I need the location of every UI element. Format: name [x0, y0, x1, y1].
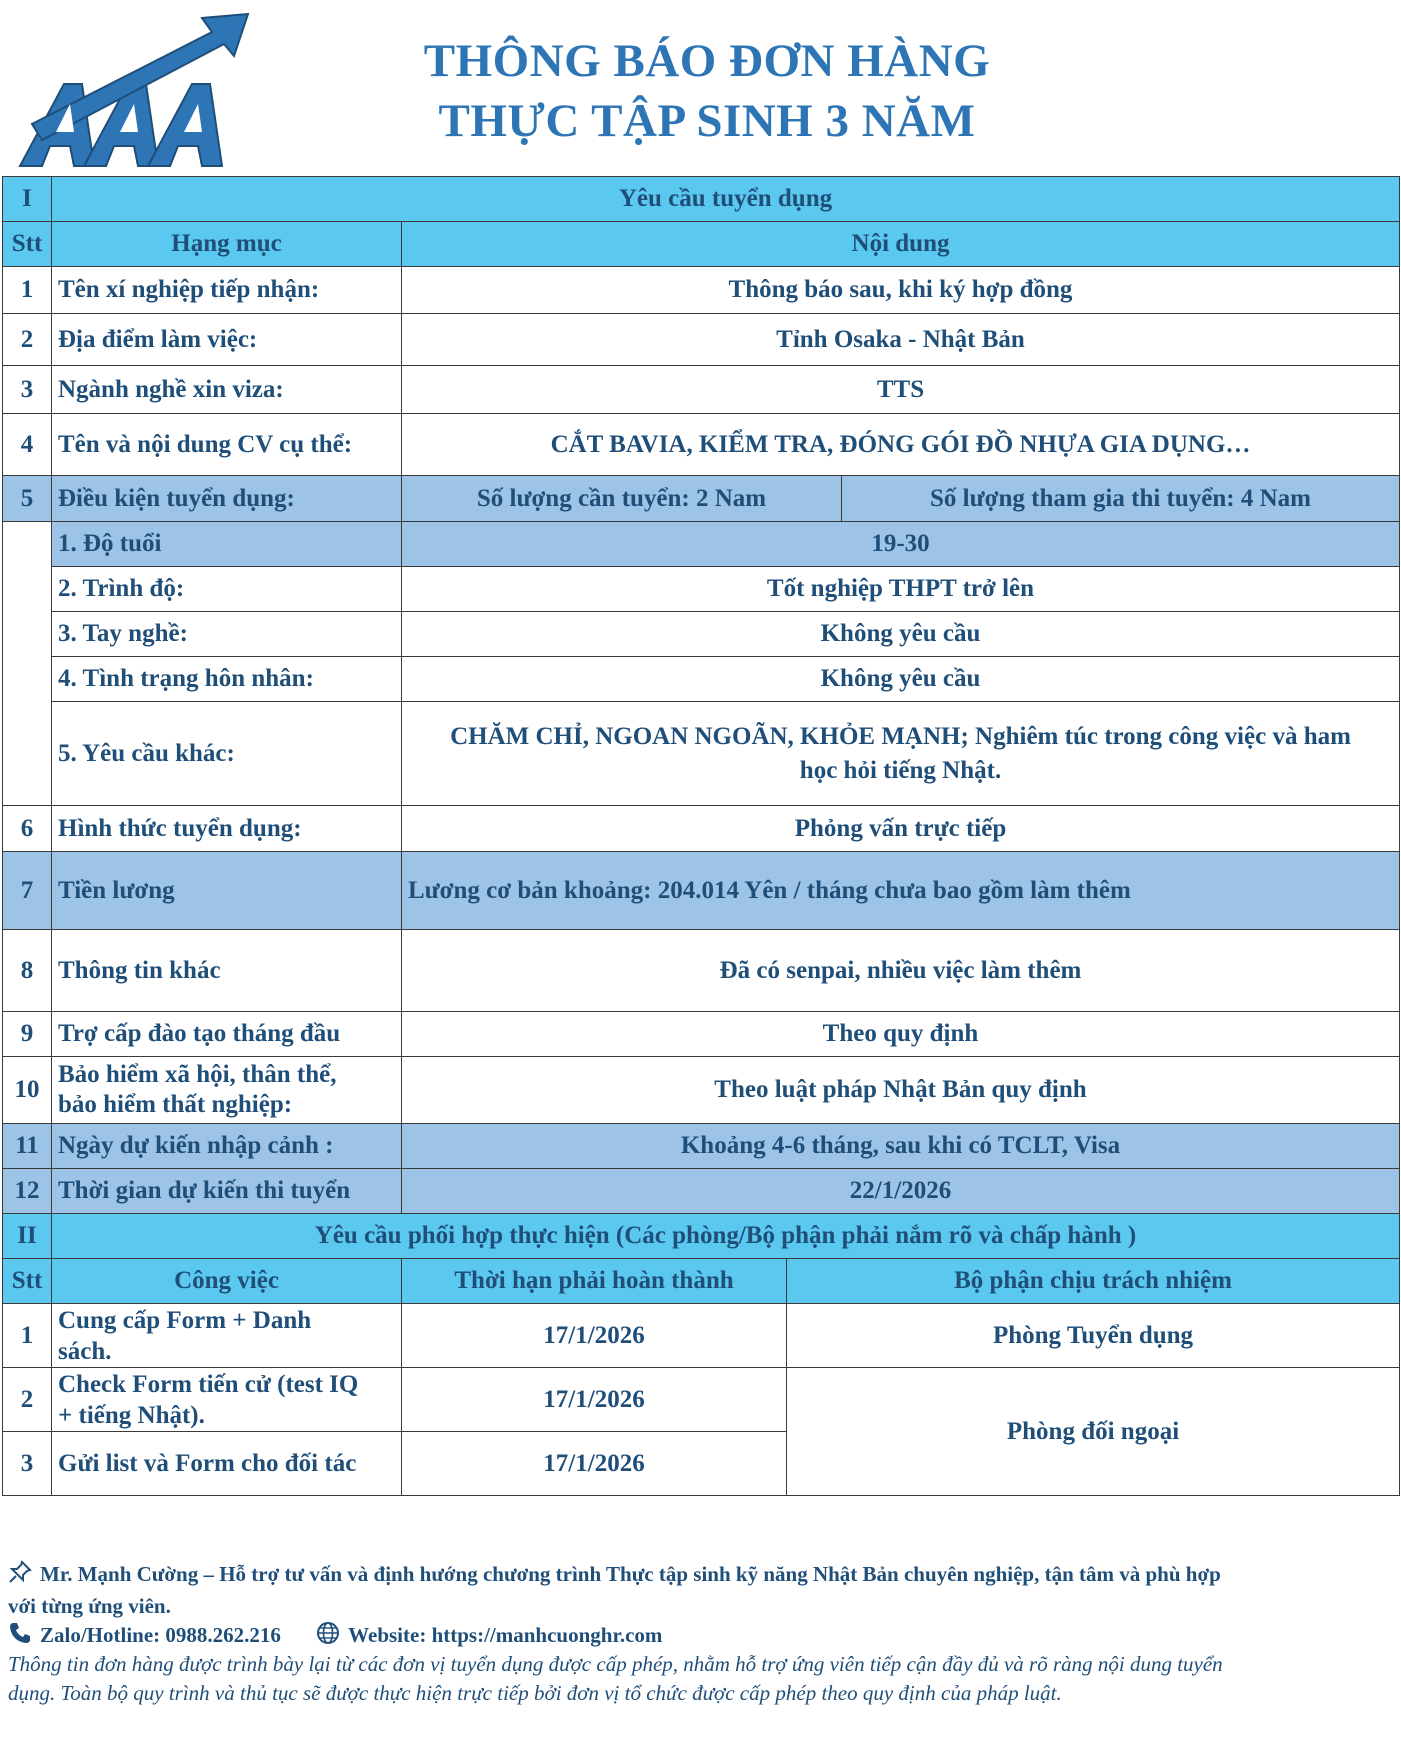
document-page — [2, 0, 1399, 1740]
condition-row — [3, 567, 1400, 612]
contact-line2: với từng ứng viên. — [8, 1594, 171, 1619]
row-number: 2 — [3, 314, 52, 366]
row-label: Tên và nội dung CV cụ thể: — [52, 414, 402, 476]
exam-participant-count: Số lượng tham gia thi tuyển: 4 Nam — [842, 476, 1400, 522]
col-deadline-header: Thời hạn phải hoàn thành — [402, 1259, 787, 1304]
section2-header-row — [3, 1214, 1400, 1259]
row-number: 1 — [3, 1304, 52, 1368]
note-line1: Thông tin đơn hàng được trình bày lại từ các đơn vị tuyển dụng được cấp phép, nhằm hỗ trợ ứng viên tiếp cận đầy đủ và rõ ràng nội dung tuyển — [8, 1652, 1223, 1676]
table-row — [3, 1124, 1400, 1169]
task-line1: Check Form tiến cử (test IQ — [58, 1370, 359, 1398]
row-label — [52, 1057, 402, 1124]
condition-value: 19-30 — [402, 522, 1400, 567]
table-row — [3, 806, 1400, 852]
row-number: 3 — [3, 366, 52, 414]
row-value: Tỉnh Osaka - Nhật Bản — [402, 314, 1400, 366]
table-row — [3, 930, 1400, 1012]
recruitment-condition-row — [3, 476, 1400, 522]
table-row — [3, 267, 1400, 314]
row-label: Tiền lương — [52, 852, 402, 930]
table-row — [3, 1057, 1400, 1124]
contact-line1: Mr. Mạnh Cường – Hỗ trợ tư vấn và định hướng chương trình Thực tập sinh kỹ năng Nhật Bản chuyên nghiệp, tận tâm và phù hợp — [40, 1562, 1221, 1586]
contact-links — [8, 1621, 1393, 1653]
row-number: 8 — [3, 930, 52, 1012]
condition-value — [402, 702, 1400, 806]
row-number: 7 — [3, 852, 52, 930]
table-row — [3, 1012, 1400, 1057]
section1-number: I — [3, 177, 52, 222]
order-table — [2, 176, 1400, 1496]
row-value: Đã có senpai, nhiều việc làm thêm — [402, 930, 1400, 1012]
row-label: Điều kiện tuyển dụng: — [52, 476, 402, 522]
row-value: Theo quy định — [402, 1012, 1400, 1057]
row-label: Địa điểm làm việc: — [52, 314, 402, 366]
condition-row — [3, 522, 1400, 567]
row-number: 4 — [3, 414, 52, 476]
row-label: Ngành nghề xin viza: — [52, 366, 402, 414]
task-line2: sách. — [58, 1337, 112, 1365]
task-deadline: 17/1/2026 — [402, 1432, 787, 1496]
row-value: TTS — [402, 366, 1400, 414]
condition-value: Không yêu cầu — [402, 612, 1400, 657]
recruit-quota: Số lượng cần tuyển: 2 Nam — [402, 476, 842, 522]
section1-title: Yêu cầu tuyển dụng — [52, 177, 1400, 222]
hotline-text: Zalo/Hotline: 0988.262.216 — [40, 1623, 281, 1647]
row-number: 1 — [3, 267, 52, 314]
task-department: Phòng Tuyển dụng — [787, 1304, 1400, 1368]
other-requirements-line2: học hỏi tiếng Nhật. — [799, 756, 1002, 784]
other-requirements-line1: CHĂM CHỈ, NGOAN NGOÃN, KHỎE MẠNH; Nghiêm túc trong công việc và ham — [450, 722, 1351, 750]
row-number: 5 — [3, 476, 52, 522]
section2-title: Yêu cầu phối hợp thực hiện (Các phòng/Bộ phận phải nắm rõ và chấp hành ) — [52, 1214, 1400, 1259]
row-label: Hình thức tuyển dụng: — [52, 806, 402, 852]
contact-info — [8, 1560, 1393, 1621]
col-stt-header: Stt — [3, 1259, 52, 1304]
insurance-label-line2: bảo hiểm thất nghiệp: — [58, 1091, 293, 1118]
website-link[interactable]: Website: https://manhcuonghr.com — [348, 1623, 663, 1647]
condition-label: 2. Trình độ: — [52, 567, 402, 612]
insurance-label-line1: Bảo hiểm xã hội, thân thể, — [58, 1061, 337, 1088]
condition-value: Không yêu cầu — [402, 657, 1400, 702]
row-label: Thời gian dự kiến thi tuyển — [52, 1169, 402, 1214]
footer — [2, 1500, 1399, 1740]
task-row — [3, 1368, 1400, 1432]
condition-row — [3, 657, 1400, 702]
row-number: 3 — [3, 1432, 52, 1496]
row-label: Tên xí nghiệp tiếp nhận: — [52, 267, 402, 314]
task-deadline: 17/1/2026 — [402, 1304, 787, 1368]
globe-icon — [316, 1621, 340, 1653]
task-line2: + tiếng Nhật). — [58, 1401, 205, 1429]
row-value: Phỏng vấn trực tiếp — [402, 806, 1400, 852]
task-label — [52, 1304, 402, 1368]
disclaimer-note — [8, 1650, 1393, 1708]
col-stt-header: Stt — [3, 222, 52, 267]
task-line1: Cung cấp Form + Danh — [58, 1306, 312, 1334]
section1-header-row — [3, 177, 1400, 222]
row-label: Trợ cấp đào tạo tháng đầu — [52, 1012, 402, 1057]
condition-label: 4. Tình trạng hôn nhân: — [52, 657, 402, 702]
salary-row — [3, 852, 1400, 930]
table-row — [3, 1169, 1400, 1214]
table-row — [3, 314, 1400, 366]
row-number: 10 — [3, 1057, 52, 1124]
salary-value: Lương cơ bản khoảng: 204.014 Yên / tháng chưa bao gồm làm thêm — [402, 852, 1400, 930]
row-label: Thông tin khác — [52, 930, 402, 1012]
row-value: Theo luật pháp Nhật Bản quy định — [402, 1057, 1400, 1124]
row-number: 2 — [3, 1368, 52, 1432]
section2-number: II — [3, 1214, 52, 1259]
condition-label: 5. Yêu cầu khác: — [52, 702, 402, 806]
col-task-header: Công việc — [52, 1259, 402, 1304]
condition-indent-cell — [3, 522, 52, 806]
col-content-header: Nội dung — [402, 222, 1400, 267]
row-value: CẮT BAVIA, KIỂM TRA, ĐÓNG GÓI ĐỒ NHỰA GIA DỤNG… — [402, 414, 1400, 476]
row-value: 22/1/2026 — [402, 1169, 1400, 1214]
task-department: Phòng đối ngoại — [787, 1368, 1400, 1496]
section1-column-headers — [3, 222, 1400, 267]
condition-row — [3, 702, 1400, 806]
note-line2: dụng. Toàn bộ quy trình và thủ tục sẽ được thực hiện trực tiếp bởi đơn vị tổ chức được cấp phép theo quy định của pháp luật. — [8, 1681, 1062, 1705]
row-number: 9 — [3, 1012, 52, 1057]
row-number: 6 — [3, 806, 52, 852]
table-row — [3, 366, 1400, 414]
condition-label: 3. Tay nghề: — [52, 612, 402, 657]
task-row — [3, 1304, 1400, 1368]
aaa-logo — [12, 6, 252, 174]
pushpin-icon — [8, 1560, 32, 1592]
row-label: Ngày dự kiến nhập cảnh : — [52, 1124, 402, 1169]
condition-row — [3, 612, 1400, 657]
row-number: 12 — [3, 1169, 52, 1214]
table-row — [3, 414, 1400, 476]
task-deadline: 17/1/2026 — [402, 1368, 787, 1432]
row-number: 11 — [3, 1124, 52, 1169]
condition-value: Tốt nghiệp THPT trở lên — [402, 567, 1400, 612]
task-label — [52, 1368, 402, 1432]
task-label: Gửi list và Form cho đối tác — [52, 1432, 402, 1496]
row-value: Khoảng 4-6 tháng, sau khi có TCLT, Visa — [402, 1124, 1400, 1169]
col-item-header: Hạng mục — [52, 222, 402, 267]
page-title-line1: THÔNG BÁO ĐƠN HÀNG — [423, 35, 991, 87]
col-dept-header: Bộ phận chịu trách nhiệm — [787, 1259, 1400, 1304]
condition-label: 1. Độ tuổi — [52, 522, 402, 567]
page-title-line2: THỰC TẬP SINH 3 NĂM — [438, 95, 976, 147]
header — [2, 0, 1399, 176]
phone-icon — [8, 1621, 32, 1653]
section2-column-headers — [3, 1259, 1400, 1304]
row-value: Thông báo sau, khi ký hợp đồng — [402, 267, 1400, 314]
